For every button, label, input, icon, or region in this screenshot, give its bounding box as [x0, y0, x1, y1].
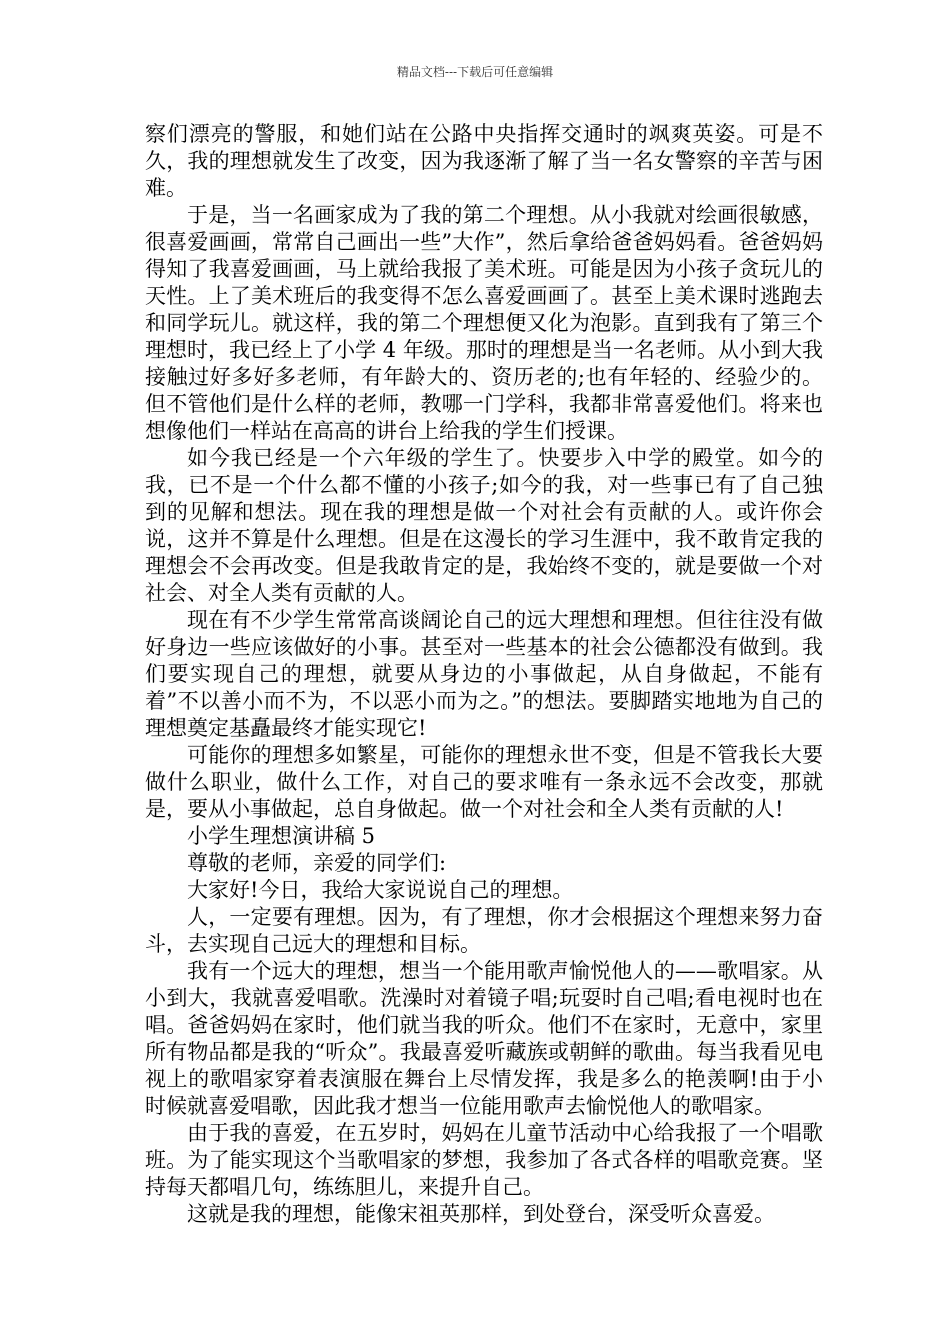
document-body [145, 121, 823, 1228]
paragraph: 于是，当一名画家成为了我的第二个理想。从小我就对绘画很敏感，很喜爱画画，常常自己画出一些”大作”，然后拿给爸爸妈妈看。爸爸妈妈得知了我喜爱画画，马上就给我报了美术班。可能是因为小孩子贪玩儿的天性。上了美术班后的我变得不怎么喜爱画画了。甚至上美术课时逃跑去和同学玩儿。就这样，我的第二个理想便又化为泡影。直到我有了第三个理想时，我已经上了小学 4 年级。那时的理想是当一名老师。从小到大我接触过好多好多老师，有年龄大的、资历老的;也有年轻的、经验少的。但不管他们是什么样的老师，教哪一门学科，我都非常喜爱他们。将来也想像他们一样站在高高的讲台上给我的学生们授课。 [145, 203, 823, 443]
page-header: 精品文档---下载后可任意编辑 [396, 65, 554, 79]
paragraph: 可能你的理想多如繁星，可能你的理想永世不变，但是不管我长大要做什么职业，做什么工作，对自己的要求唯有一条永远不会改变，那就是，要从小事做起，总自身做起。做一个对社会和全人类有贡献的人! [145, 743, 823, 821]
paragraph: 现在有不少学生常常高谈阔论自己的远大理想和理想。但往往没有做好身边一些应该做好的小事。甚至对一些基本的社会公德都没有做到。我们要实现自己的理想，就要从身边的小事做起，从自身做起，不能有着”不以善小而不为，不以恶小而为之。”的想法。要脚踏实地地为自己的理想奠定基矗最终才能实现它! [145, 608, 823, 740]
salutation: 尊敬的老师，亲爱的同学们: [187, 851, 447, 875]
paragraph: 如今我已经是一个六年级的学生了。快要步入中学的殿堂。如今的我，已不是一个什么都不懂的小孩子;如今的我，对一些事已有了自己独到的见解和想法。现在我的理想是做一个对社会有贡献的人。或许你会说，这并不算是什么理想。但是在这漫长的学习生涯中，我不敢肯定我的理想会不会再改变。但是我敢肯定的是，我始终不变的，就是要做一个对社会、对全人类有贡献的人。 [145, 446, 823, 605]
paragraph: 这就是我的理想，能像宋祖英那样，到处登台，深受听众喜爱。 [187, 1202, 775, 1226]
section-title: 小学生理想演讲稿 5 [187, 824, 376, 848]
paragraph: 大家好!今日，我给大家说说自己的理想。 [187, 878, 574, 902]
paragraph: 人，一定要有理想。因为，有了理想，你才会根据这个理想来努力奋斗，去实现自己远大的理想和目标。 [145, 905, 823, 956]
paragraph: 察们漂亮的警服，和她们站在公路中央指挥交通时的飒爽英姿。可是不久，我的理想就发生了改变，因为我逐渐了解了当一名女警察的辛苦与困难。 [145, 122, 823, 200]
paragraph: 由于我的喜爱，在五岁时，妈妈在儿童节活动中心给我报了一个唱歌班。为了能实现这个当歌唱家的梦想，我参加了各式各样的唱歌竞赛。坚持每天都唱几句，练练胆儿，来提升自己。 [145, 1121, 823, 1199]
paragraph: 我有一个远大的理想，想当一个能用歌声愉悦他人的——歌唱家。从小到大，我就喜爱唱歌。洗澡时对着镜子唱;玩耍时自己唱;看电视时也在唱。爸爸妈妈在家时，他们就当我的听众。他们不在家时，无意中，家里所有物品都是我的“听众”。我最喜爱听藏族或朝鲜的歌曲。每当我看见电视上的歌唱家穿着表演服在舞台上尽情发挥，我是多么的艳羡啊!由于小时候就喜爱唱歌，因此我才想当一位能用歌声去愉悦他人的歌唱家。 [145, 959, 823, 1118]
